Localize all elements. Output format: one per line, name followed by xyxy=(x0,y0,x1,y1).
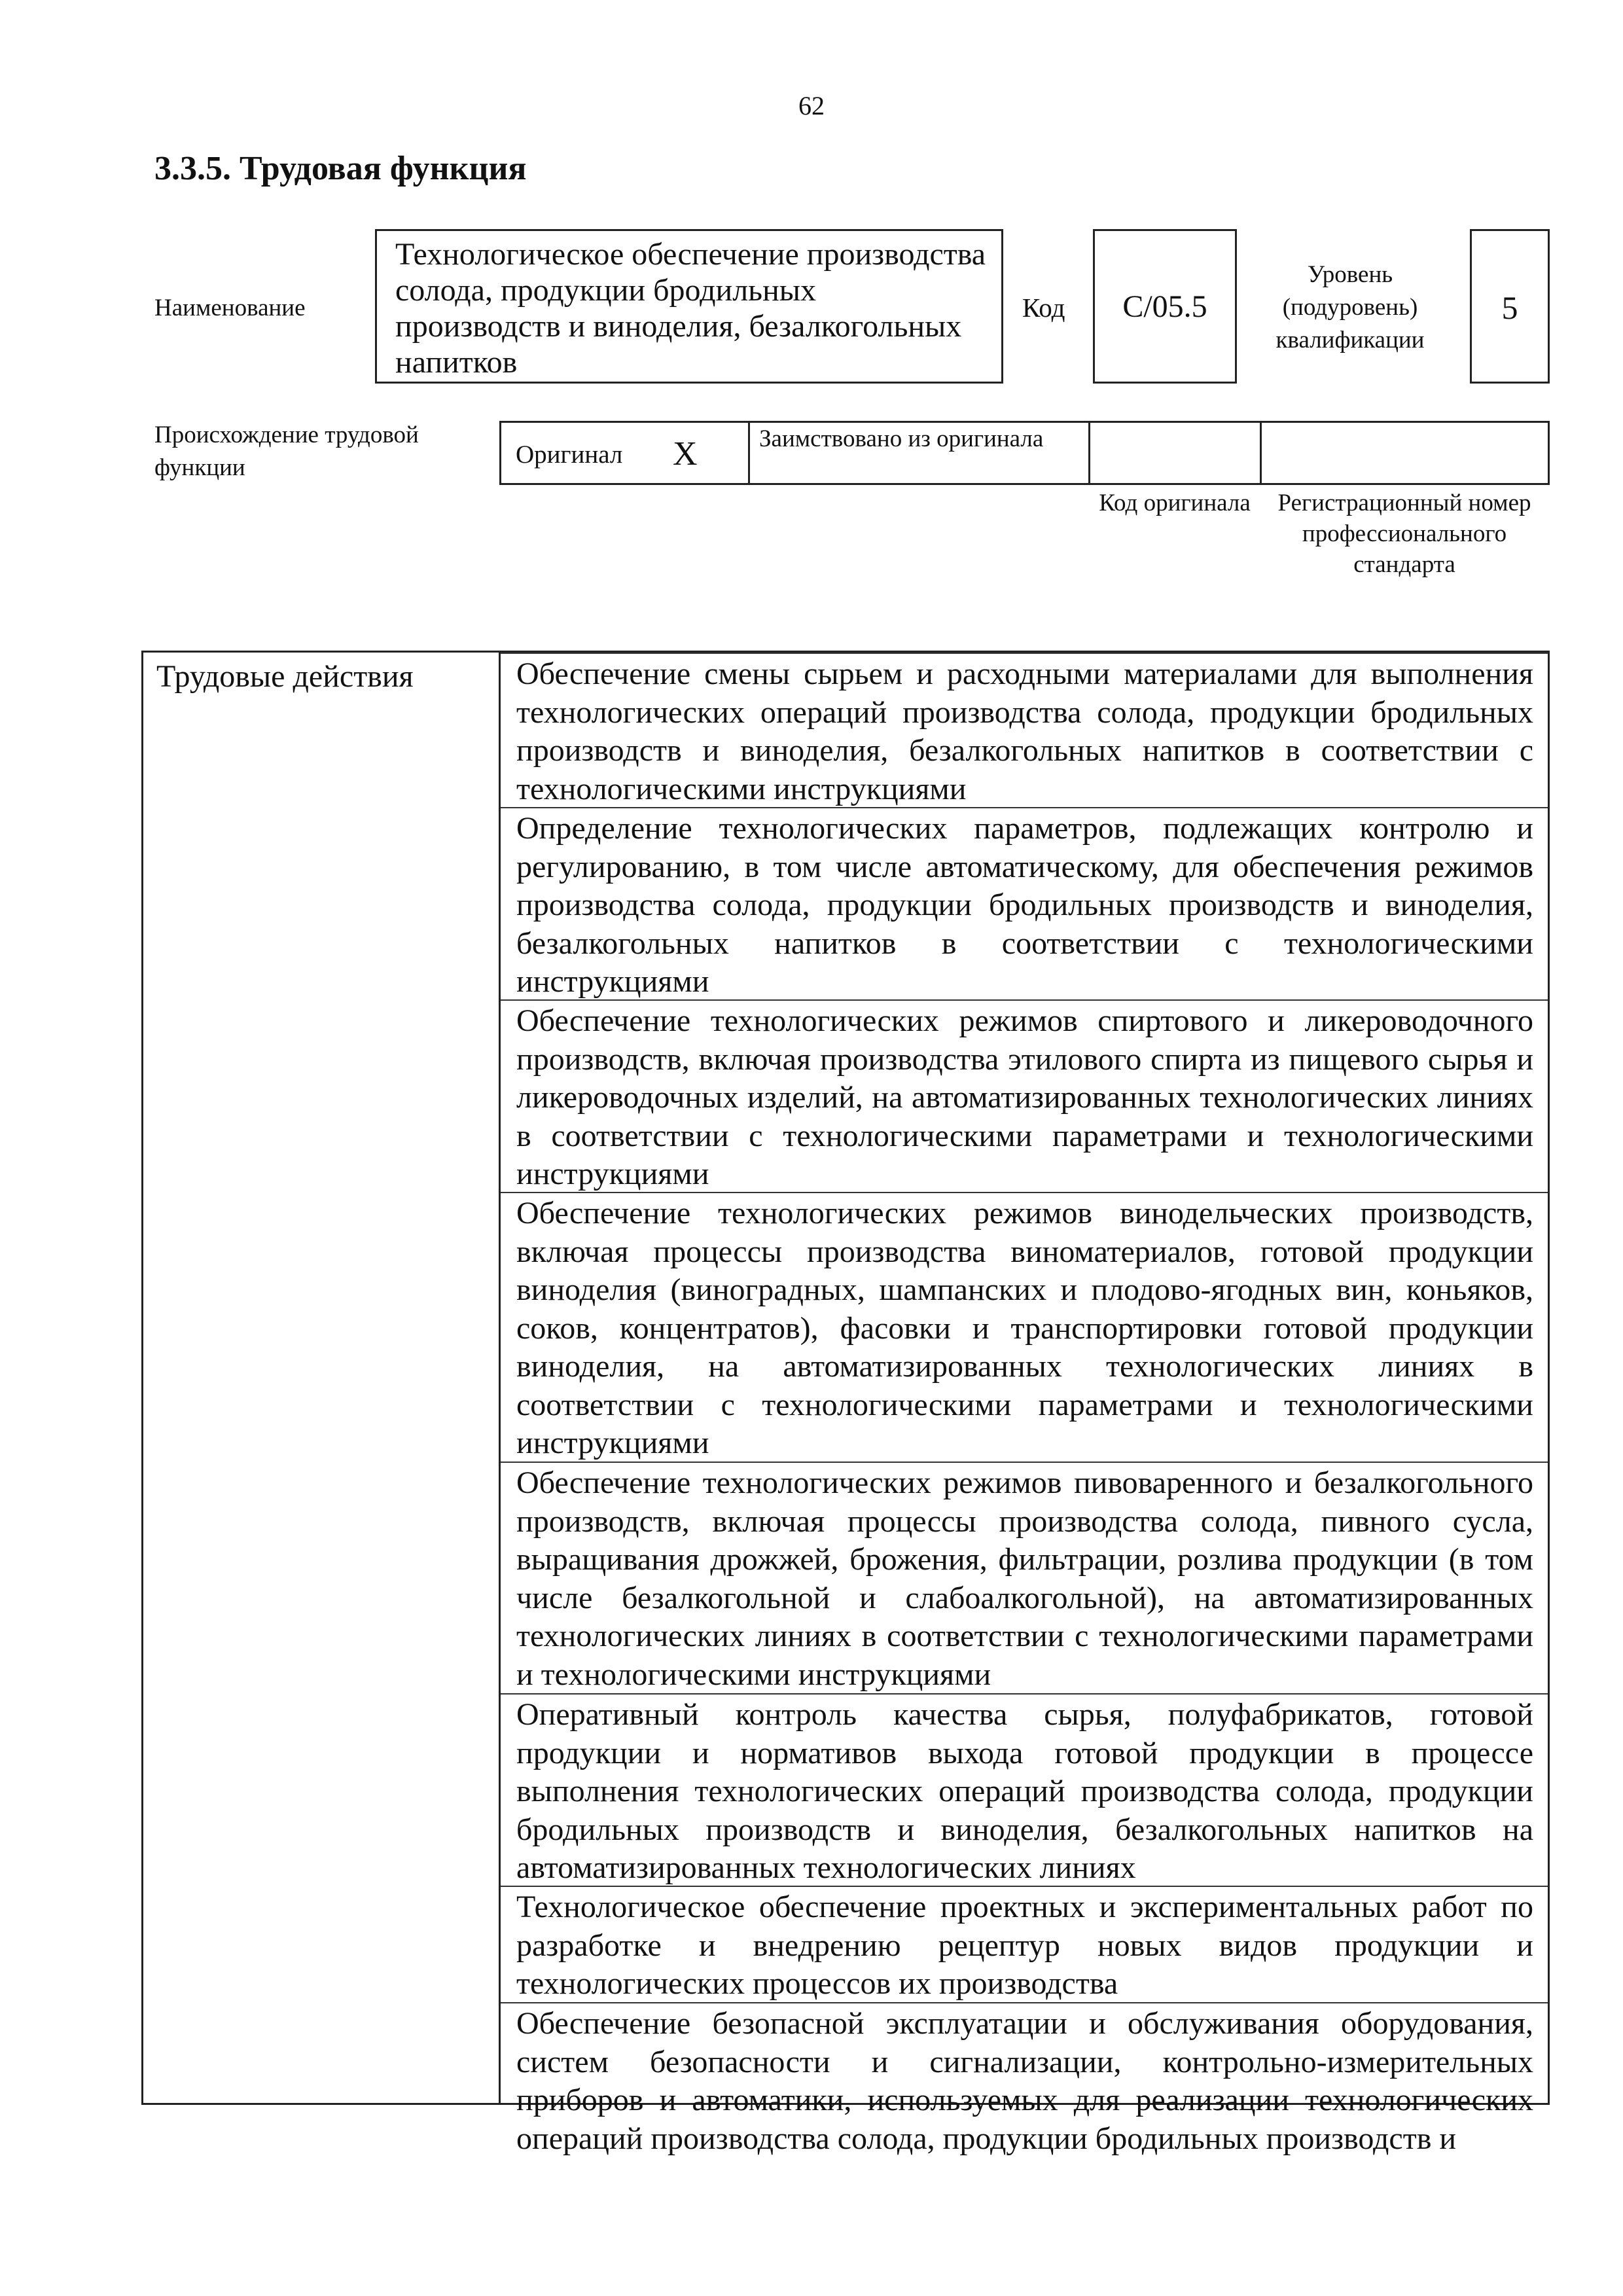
labor-action-text: Обеспечение смены сырьем и расходными материалами для выполнения технологических операций производства солода, продукции бродильных производств и виноделия, безалкогольных напитков в соответствии с технологическими инструкциями xyxy=(516,656,1533,806)
level-value: 5 xyxy=(1501,289,1518,326)
name-value: Технологическое обеспечение производства солода, продукции бродильных производств и виноделия, безалкогольных напитков xyxy=(395,237,986,380)
origin-table xyxy=(499,421,1550,485)
labor-action-text: Технологическое обеспечение проектных и экспериментальных работ по разработке и внедрению рецептур новых видов продукции и технологических процессов их производства xyxy=(516,1890,1533,2001)
labor-action-row xyxy=(501,2002,1548,2156)
code-value: С/05.5 xyxy=(1122,289,1207,324)
origin-label: Происхождение трудовой функции xyxy=(154,422,419,481)
name-box xyxy=(375,229,1003,384)
borrowed-cell xyxy=(750,423,1090,483)
page-number: 62 xyxy=(798,91,825,120)
section-title: 3.3.5. Трудовая функция xyxy=(154,150,527,187)
labor-action-row xyxy=(501,1693,1548,1886)
labor-action-row xyxy=(501,1192,1548,1462)
labor-action-text: Обеспечение технологических режимов спиртового и ликероводочного производств, включая производства этилового спирта из пищевого сырья и ликероводочных изделий, на автоматизированных технологических линиях в соответствии с технологическими параметрами и технологическими инструкциями xyxy=(516,1003,1533,1191)
level-box xyxy=(1470,229,1550,384)
original-label: Оригинал xyxy=(516,440,623,469)
borrowed-label: Заимствовано из оригинала xyxy=(759,425,1044,452)
code-box xyxy=(1093,229,1237,384)
labor-action-row xyxy=(501,1886,1548,2002)
original-cell xyxy=(501,423,750,483)
labor-action-row xyxy=(501,999,1548,1192)
labor-action-row xyxy=(501,653,1548,807)
original-mark: X xyxy=(673,435,698,473)
level-label: Уровень (подуровень) квалификации xyxy=(1275,261,1425,353)
code-original-caption: Код оригинала xyxy=(1099,490,1251,516)
labor-action-text: Обеспечение безопасной эксплуатации и обслуживания оборудования, систем безопасности и сигнализации, контрольно-измерительных приборов и автоматики, используемых для реализации технологических операций производства солода, продукции бродильных производств и xyxy=(516,2006,1533,2156)
code-label: Код xyxy=(1022,293,1065,323)
registration-number-caption: Регистрационный номер профессионального стандарта xyxy=(1277,490,1531,578)
labor-actions-table xyxy=(141,651,1550,2156)
labor-action-text: Обеспечение технологических режимов пивоваренного и безалкогольного производств, включая процессы производства солода, пивного сусла, выращивания дрожжей, брожения, фильтрации, розлива продукции (в том числе безалкогольной и слабоалкогольной), на автоматизированных технологических линиях в соответствии с технологическими параметрами и технологическими инструкциями xyxy=(516,1465,1533,1692)
registration-number-cell xyxy=(1262,423,1550,483)
labor-actions-label: Трудовые действия xyxy=(156,659,414,694)
name-label: Наименование xyxy=(154,295,306,321)
labor-action-text: Обеспечение технологических режимов винодельческих производств, включая процессы производства виноматериалов, готовой продукции виноделия (виноградных, шампанских и плодово-ягодных вин, коньяков, соков, концентратов), фасовки и транспортировки готовой продукции виноделия, на автоматизированных технологических линиях в соответствии с технологическими параметрами и технологическими инструкциями xyxy=(516,1196,1533,1460)
labor-action-row xyxy=(501,1462,1548,1693)
labor-action-row xyxy=(501,807,1548,999)
labor-action-text: Оперативный контроль качества сырья, полуфабрикатов, готовой продукции и нормативов выхода готовой продукции в процессе выполнения технологических операций производства солода, продукции бродильных производств и виноделия, безалкогольных напитков на автоматизированных технологических линиях xyxy=(516,1697,1533,1885)
original-code-cell xyxy=(1090,423,1262,483)
labor-action-text: Определение технологических параметров, подлежащих контролю и регулированию, в том числе автоматическому, для обеспечения режимов производства солода, продукции бродильных производств и виноделия, безалкогольных напитков в соответствии с технологическими инструкциями xyxy=(516,811,1533,999)
